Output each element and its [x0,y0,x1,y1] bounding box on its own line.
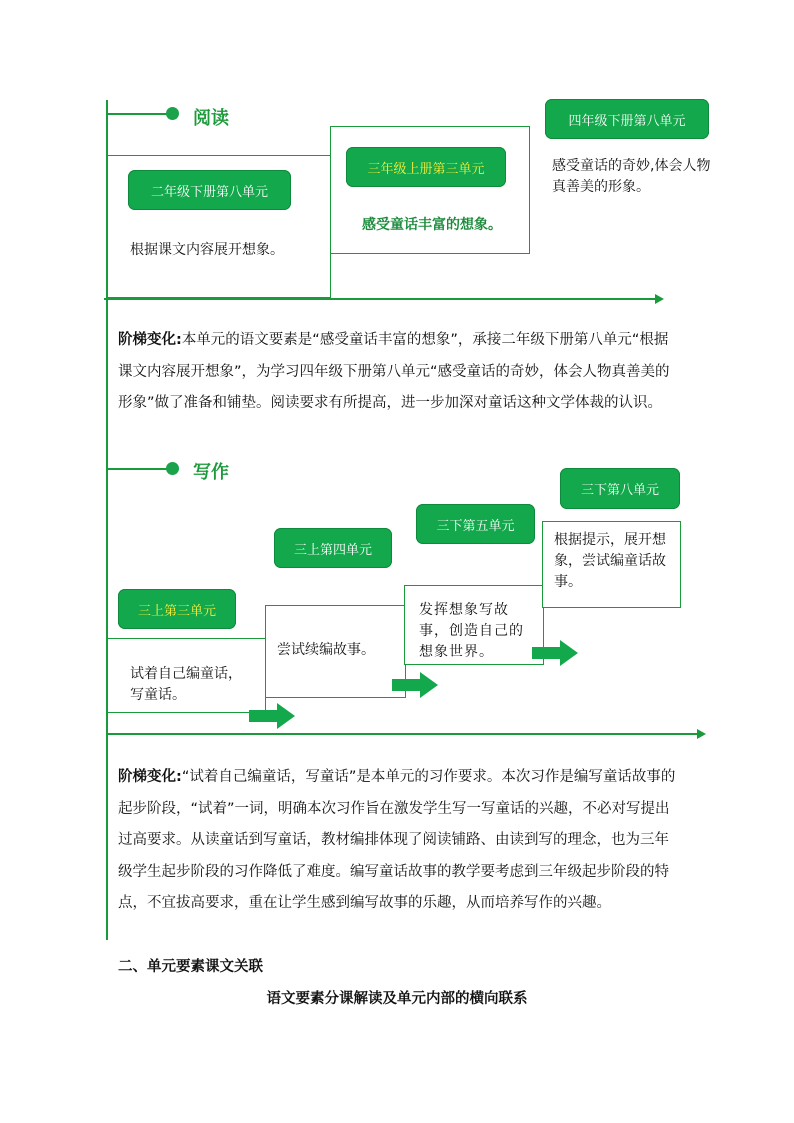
writing-s4-text: 根据提示，展开想象，尝试编童话故事。 [554,532,666,590]
reading-para-head: 阶梯变化: [118,332,182,348]
writing-arrow-1-icon [249,703,295,729]
reading-grade2-text: 根据课文内容展开想象。 [130,242,284,258]
reading-grade2-label: 二年级下册第八单元 [128,170,291,210]
writing-paragraph [118,762,678,920]
writing-axis-arrow-icon [697,729,706,739]
reading-axis-line [104,298,656,300]
reading-title-line [107,113,172,115]
writing-para-body: “试着自己编童话，写童话”是本单元的习作要求。本次习作是编写童话故事的起步阶段，“试着”一词，明确本次习作旨在激发学生写一写童话的兴趣，不必对写提出过高要求。从读童话到写童话，教材编排体现了阅读铺路、由读到写的理念，也为三年级学生起步阶段的习作降低了难度。编写童话故事的教学要考虑到三年级起步阶段的特点，不宜拔高要求，重在让学生感到编写故事的乐趣，从而培养写作的兴趣。 [118,769,676,911]
reading-title: 阅读 [193,108,229,129]
reading-grade4-text: 感受童话的奇妙,体会人物真善美的形象。 [552,158,711,195]
writing-s3-text: 发挥想象写故事，创造自己的想象世界。 [419,602,524,660]
section2-heading: 二、单元要素课文关联 [118,959,263,975]
writing-dot-icon [166,462,179,475]
reading-axis-arrow-icon [655,294,664,304]
writing-title: 写作 [193,462,229,483]
writing-s3-label: 三下第五单元 [416,504,535,544]
section2-subheading: 语文要素分课解读及单元内部的横向联系 [266,990,528,1007]
writing-para-head: 阶梯变化: [118,769,182,785]
reading-dot-icon [166,107,179,120]
writing-arrow-3-icon [532,640,578,666]
writing-s1-text: 试着自己编童话，写童话。 [130,666,242,703]
writing-title-line [107,468,172,470]
writing-s2-label: 三上第四单元 [274,528,392,568]
reading-paragraph [118,325,678,420]
reading-para-body: 本单元的语文要素是“感受童话丰富的想象”，承接二年级下册第八单元“根据课文内容展开想象”，为学习四年级下册第八单元“感受童话的奇妙，体会人物真善美的形象”做了准备和铺垫。阅读要求有所提高，进一步加深对童话这种文学体裁的认识。 [118,332,670,411]
writing-s1-label: 三上第三单元 [118,589,236,629]
writing-axis-line [107,733,699,735]
reading-grade3-label: 三年级上册第三单元 [346,147,506,187]
reading-grade3-text: 感受童话丰富的想象。 [362,217,502,233]
writing-arrow-2-icon [392,672,438,698]
writing-s4-label: 三下第八单元 [560,468,680,509]
writing-s2-text: 尝试续编故事。 [277,642,375,658]
reading-grade4-label: 四年级下册第八单元 [545,99,709,139]
